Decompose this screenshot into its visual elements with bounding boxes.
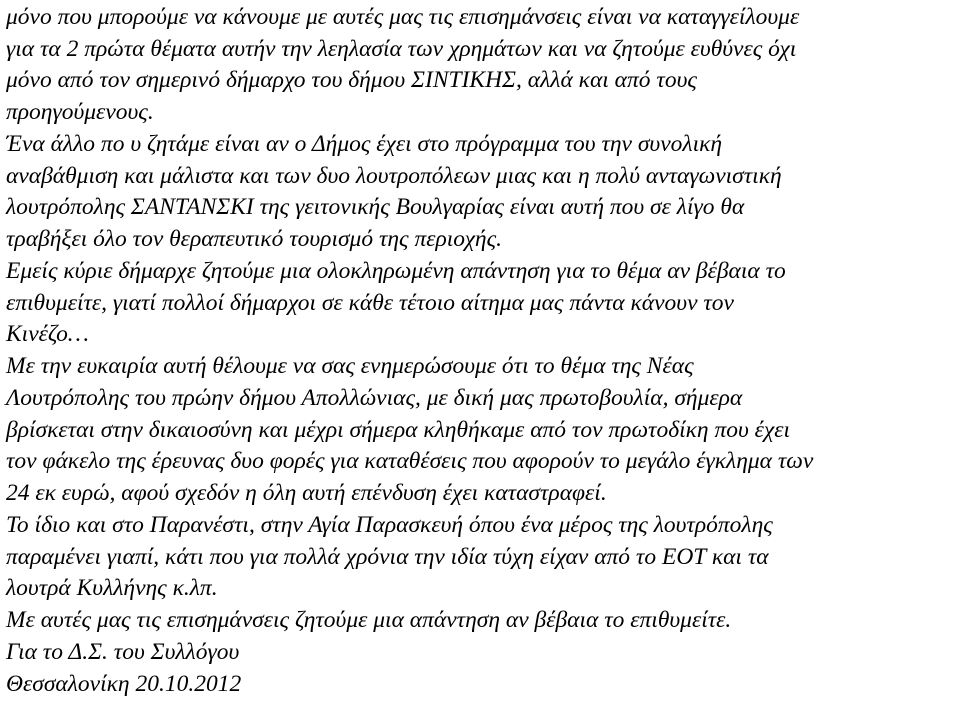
text-line-12: Με την ευκαιρία αυτή θέλουμε να σας ενημερώσουμε ότι το θέμα της Νέας bbox=[6, 353, 694, 379]
text-line-9: Εμείς κύριε δήμαρχε ζητούμε μια ολοκληρωμένη απάντηση για το θέμα αν βέβαια το bbox=[6, 258, 786, 284]
text-line-4: προηγούμενους. bbox=[6, 99, 154, 125]
text-line-15: τον φάκελο της έρευνας δυο φορές για καταθέσεις που αφορούν το μεγάλο έγκλημα των bbox=[6, 448, 814, 474]
text-line-16: 24 εκ ευρώ, αφού σχεδόν η όλη αυτή επένδυση έχει καταστραφεί. bbox=[6, 480, 607, 506]
text-line-7: λουτρόπολης ΣΑΝΤΑΝΣΚΙ της γειτονικής Βουλγαρίας είναι αυτή που σε λίγο θα bbox=[6, 194, 745, 220]
text-line-6: αναβάθμιση και μάλιστα και των δυο λουτροπόλεων μιας και η πολύ ανταγωνιστική bbox=[6, 163, 782, 189]
text-line-8: τραβήξει όλο τον θεραπευτικό τουρισμό της περιοχής. bbox=[6, 226, 502, 252]
text-line-5: Ένα άλλο πο υ ζητάμε είναι αν ο Δήμος έχει στο πρόγραμμα του την συνολική bbox=[6, 131, 723, 157]
text-line-14: βρίσκεται στην δικαιοσύνη και μέχρι σήμερα κληθήκαμε από τον πρωτοδίκη που έχει bbox=[6, 417, 791, 443]
text-line-18: παραμένει γιαπί, κάτι που για πολλά χρόνια την ιδία τύχη είχαν από το ΕΟΤ και τα bbox=[6, 544, 769, 570]
signature-line: Για το Δ.Σ. του Συλλόγου bbox=[6, 639, 240, 665]
text-line-20: Με αυτές μας τις επισημάνσεις ζητούμε μια απάντηση αν βέβαια το επιθυμείτε. bbox=[6, 607, 732, 633]
text-line-13: Λουτρόπολης του πρώην δήμου Απολλώνιας, με δική μας πρωτοβουλία, σήμερα bbox=[6, 385, 743, 411]
text-line-2: για τα 2 πρώτα θέματα αυτήν την λεηλασία των χρημάτων και να ζητούμε ευθύνες όχι bbox=[6, 36, 797, 62]
text-line-1: μόνο που μπορούμε να κάνουμε με αυτές μας τις επισημάνσεις είναι να καταγγείλουμε bbox=[6, 4, 800, 30]
text-line-3: μόνο από τον σημερινό δήμαρχο του δήμου ΣΙΝΤΙΚΗΣ, αλλά και από τους bbox=[6, 67, 697, 93]
date-line: Θεσσαλονίκη 20.10.2012 bbox=[6, 671, 242, 697]
text-line-11: Κινέζο… bbox=[6, 321, 89, 347]
text-line-10: επιθυμείτε, γιατί πολλοί δήμαρχοι σε κάθε τέτοιο αίτημα μας πάντα κάνουν τον bbox=[6, 290, 734, 316]
text-line-19: λουτρά Κυλλήνης κ.λπ. bbox=[6, 575, 218, 601]
text-line-17: Το ίδιο και στο Παρανέστι, στην Αγία Παρασκευή όπου ένα μέρος της λουτρόπολης bbox=[6, 512, 773, 538]
